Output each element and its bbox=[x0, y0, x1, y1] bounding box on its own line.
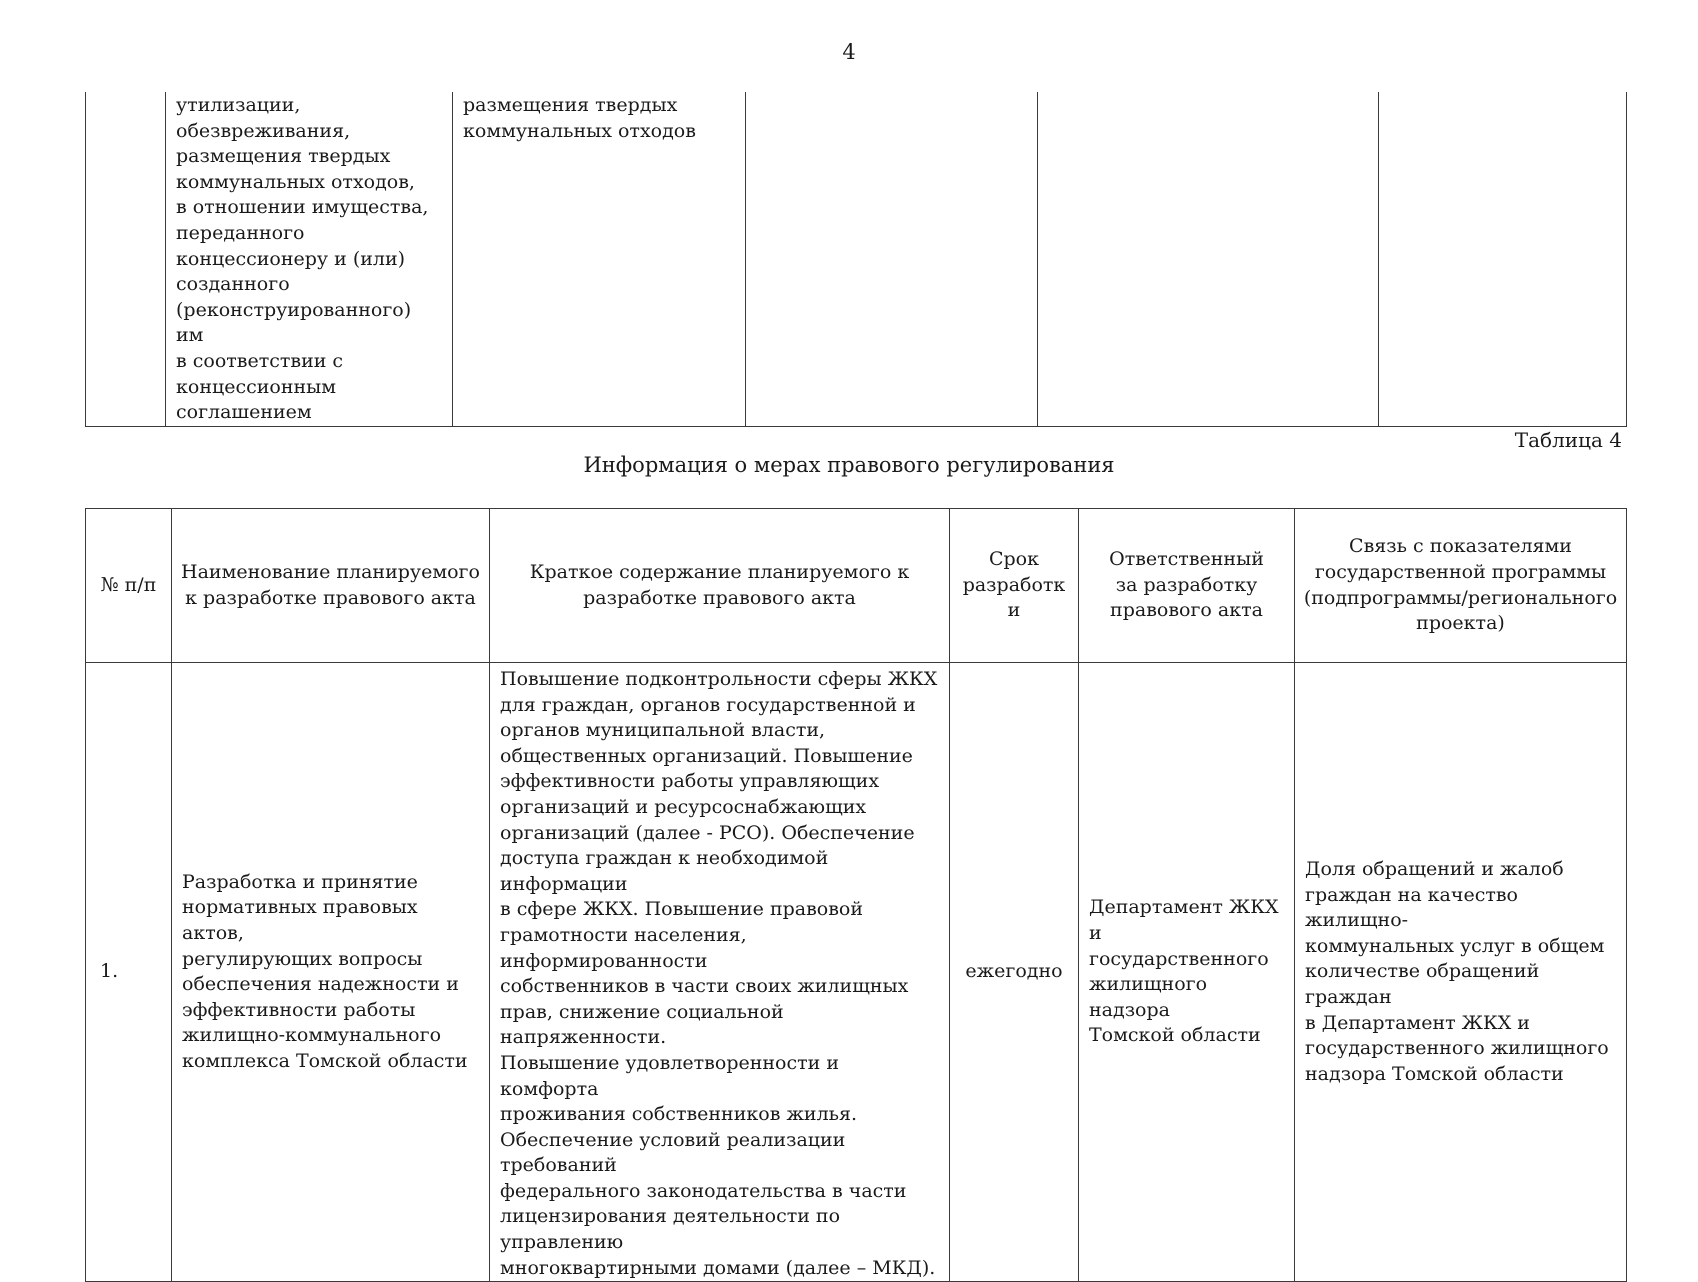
row-number: 1. bbox=[86, 663, 172, 1282]
table-row bbox=[86, 92, 1627, 426]
row-act-content: Повышение подконтрольности сферы ЖКХ для граждан, органов государственной и органов муниципальной власти, общественных организаций. Повышение эффективности работы управляющих организаций и ресурсоснабжающих организаций (далее - РСО). Обеспечение доступа граждан к необходимой информации в сфере ЖКХ. Повышение правовой грамотности населения, информированности собственников в части своих жилищных прав, снижение социальной напряженности. Повышение удовлетворенности и комфорта проживания собственников жилья. Обеспечение условий реализации требований федерального законодательства в части лицензирования деятельности по управлению многоквартирными домами (далее – МКД). bbox=[490, 663, 950, 1282]
table-title: Информация о мерах правового регулирования bbox=[583, 453, 1115, 477]
table3-cell-4 bbox=[746, 92, 1038, 426]
table3-cell-description: размещения твердых коммунальных отходов bbox=[453, 92, 746, 426]
table-label: Таблица 4 bbox=[1514, 428, 1622, 452]
table3-continuation bbox=[85, 92, 1627, 427]
row-term: ежегодно bbox=[950, 663, 1079, 1282]
header-number: № п/п bbox=[86, 509, 172, 663]
header-act-name: Наименование планируемого к разработке правового акта bbox=[172, 509, 490, 663]
table-row bbox=[86, 663, 1627, 1282]
header-responsible: Ответственный за разработку правового акта bbox=[1079, 509, 1295, 663]
row-act-name: Разработка и принятие нормативных правовых актов, регулирующих вопросы обеспечения надежности и эффективности работы жилищно-коммунального комплекса Томской области bbox=[172, 663, 490, 1282]
header-term: Срок разработки bbox=[950, 509, 1079, 663]
table3-cell-5 bbox=[1038, 92, 1379, 426]
table-header-row bbox=[86, 509, 1627, 663]
header-program-link: Связь с показателями государственной программы (подпрограммы/регионального проекта) bbox=[1295, 509, 1627, 663]
page-number: 4 bbox=[842, 40, 856, 64]
table3-cell-num bbox=[86, 92, 166, 426]
row-program-link: Доля обращений и жалоб граждан на качество жилищно- коммунальных услуг в общем количестве обращений граждан в Департамент ЖКХ и государственного жилищного надзора Томской области bbox=[1295, 663, 1627, 1282]
header-act-content: Краткое содержание планируемого к разработке правового акта bbox=[490, 509, 950, 663]
legal-regulation-table bbox=[85, 508, 1627, 1282]
table3-cell-name: утилизации, обезвреживания, размещения твердых коммунальных отходов, в отношении имущества, переданного концессионеру и (или) созданного (реконструированного) им в соответствии с концессионным соглашением bbox=[166, 92, 453, 426]
row-responsible: Департамент ЖКХ и государственного жилищного надзора Томской области bbox=[1079, 663, 1295, 1282]
table3-cell-6 bbox=[1379, 92, 1627, 426]
